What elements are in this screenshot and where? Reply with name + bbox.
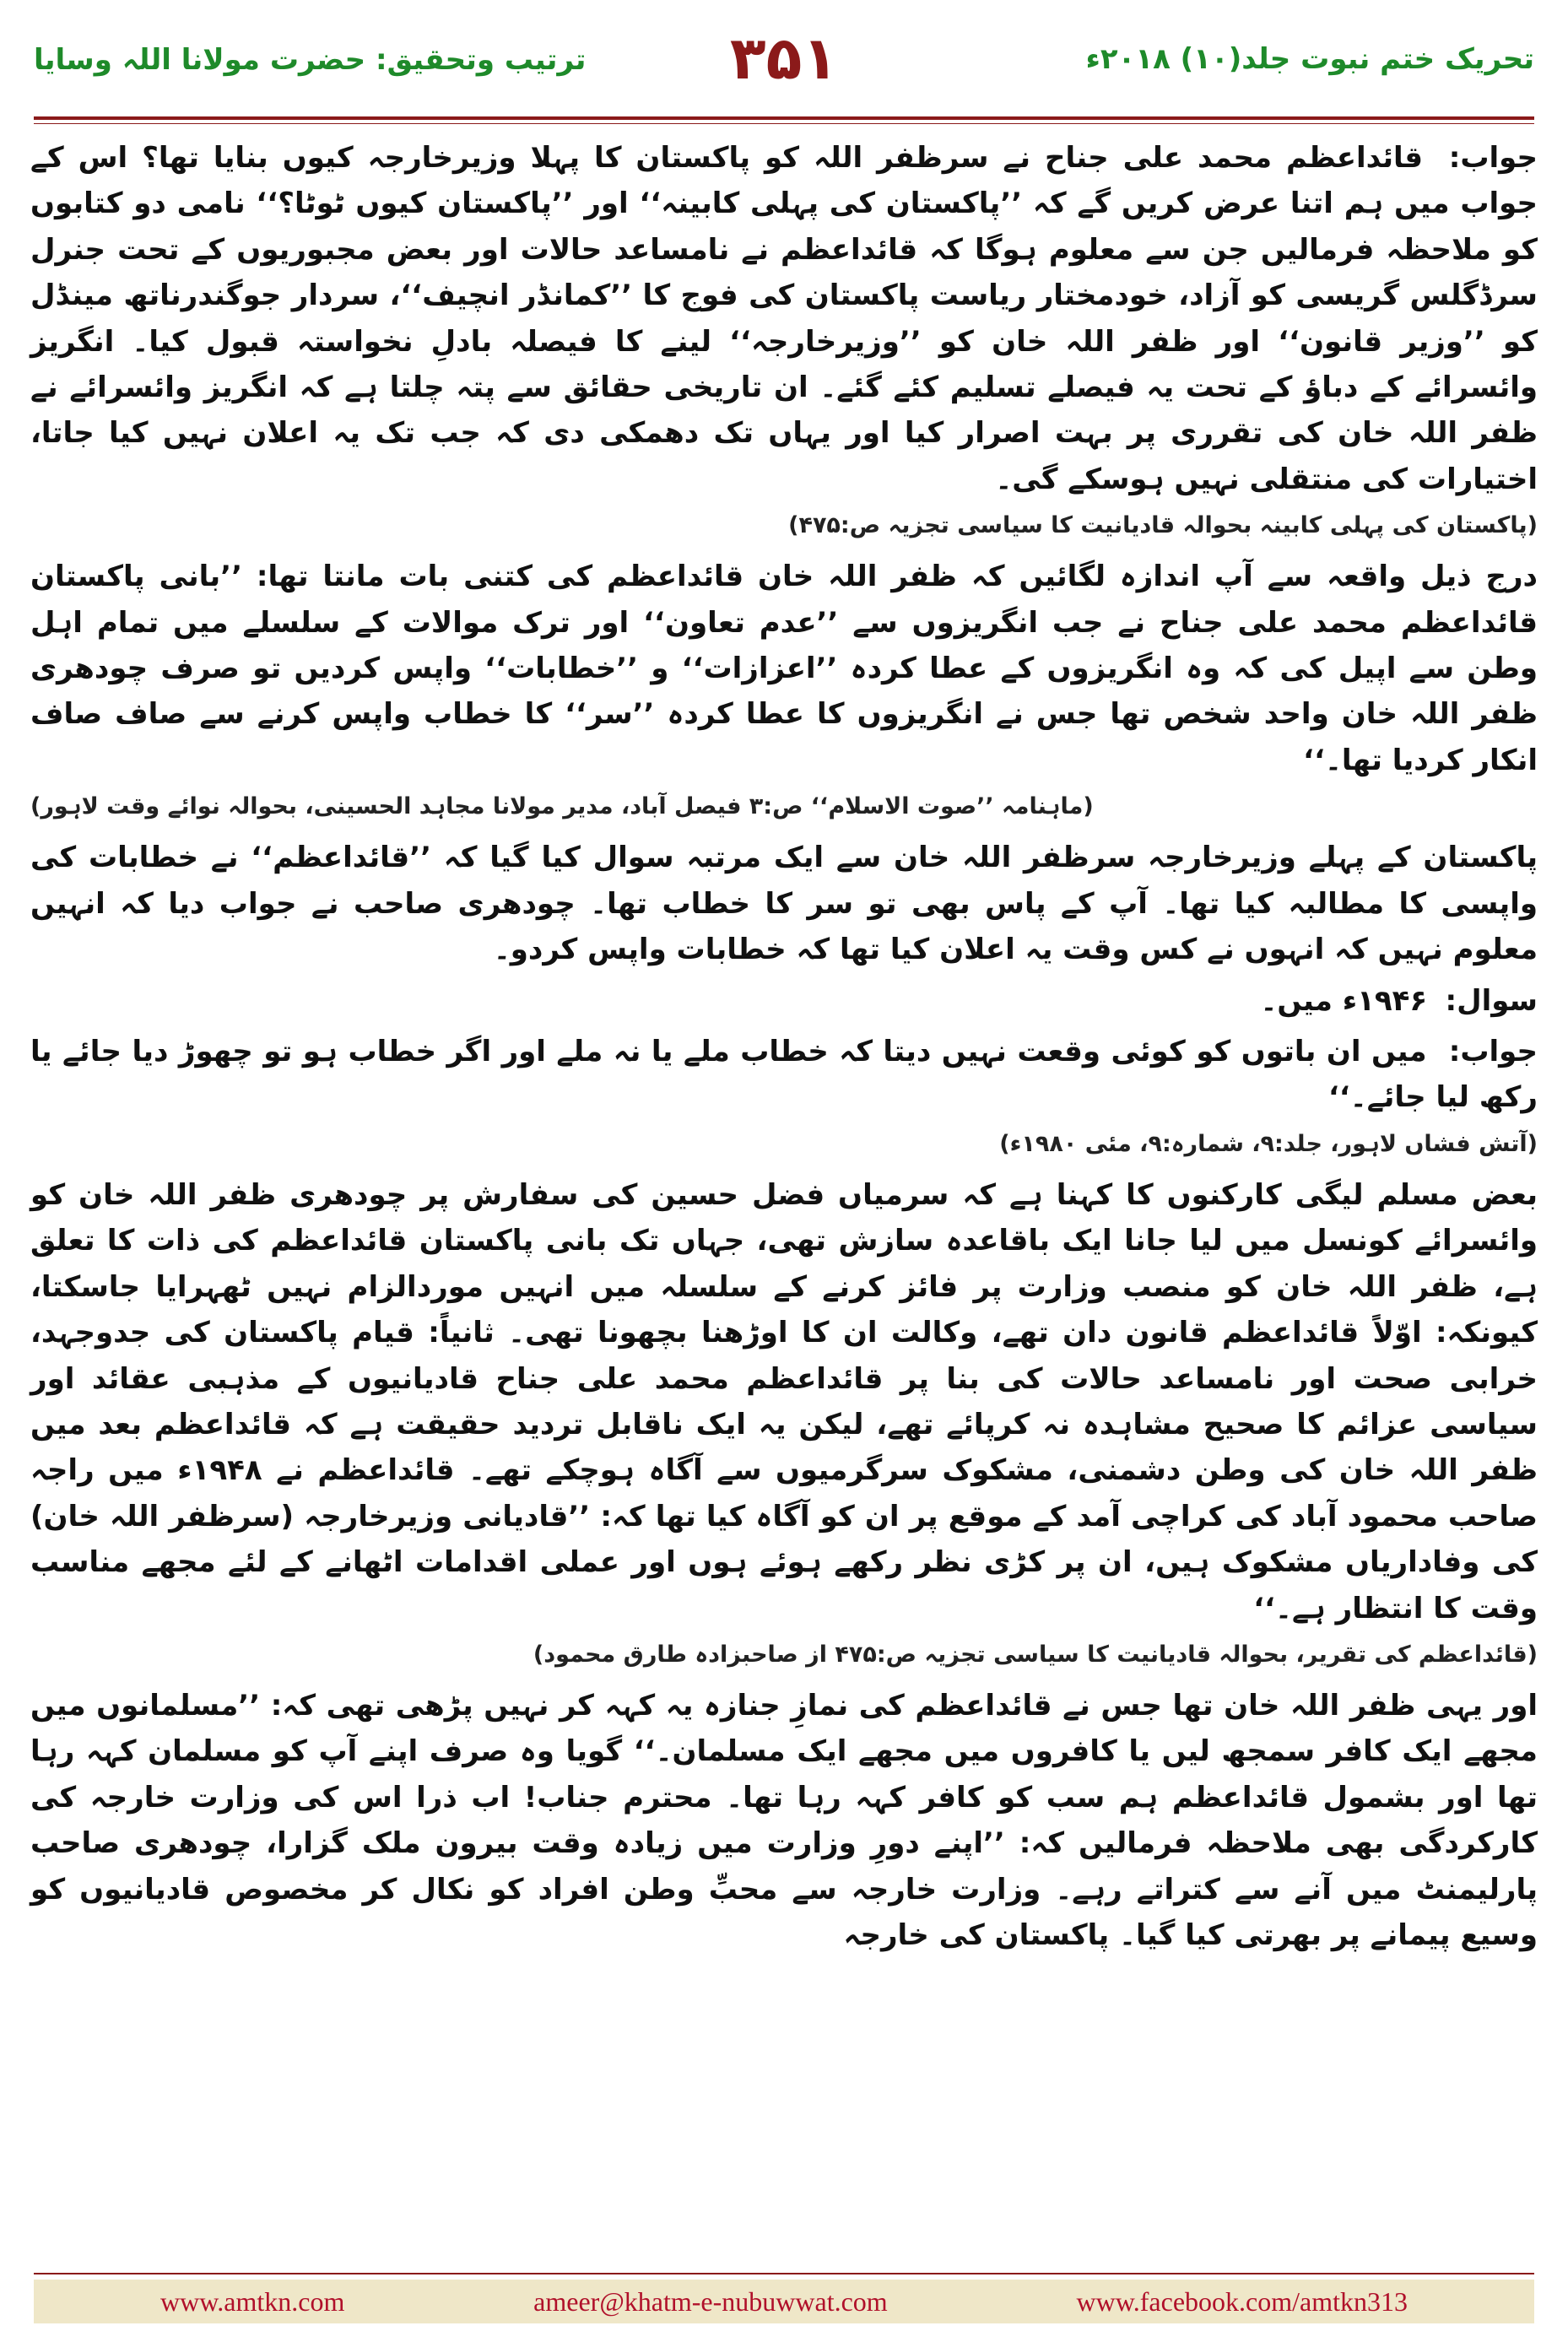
page-number: ۳۵۱ [729,24,839,93]
answer-label: جواب: [1448,1035,1538,1069]
page-footer [34,2280,1534,2323]
question-text: ۱۹۴۶ء میں۔ [1260,983,1428,1018]
source-citation-3: (آتش فشاں لاہور، جلد:۹، شمارہ:۹، مئی ۱۹۸۰ء) [999,1130,1538,1157]
answer-paragraph-2 [30,1029,1538,1121]
paragraph-incident: درج ذیل واقعہ سے آپ اندازہ لگائیں کہ ظفر اللہ خان قائداعظم کی کتنی بات مانتا تھا: ’’بانی پاکستان قائداعظم محمد علی جناح نے جب انگریزوں سے ’’عدم تعاون‘‘ اور ترک موالات کے سلسلے میں تمام اہل وطن سے اپیل کی کہ وہ انگریزوں کے عطا کردہ ’’اعزازات‘‘ و ’’خطابات‘‘ واپس کردیں تو صرف چودھری ظفر اللہ خان واحد شخص تھا جس نے انگریزوں کا عطا کردہ ’’سر‘‘ کا خطاب واپس کرنے سے صاف صاف انکار کردیا تھا۔‘‘ [30,560,1538,777]
source-citation-4: (قائداعظم کی تقریر، بحوالہ قادیانیت کا سیاسی تجزیہ ص:۴۷۵ از صاحبزادہ طارق محمود) [533,1641,1538,1668]
email-link[interactable]: ameer@khatm-e-nubuwwat.com [533,2285,888,2317]
header-divider-thin [34,123,1534,124]
answer-text: میں ان باتوں کو کوئی وقعت نہیں دیتا کہ خطاب ملے یا نہ ملے اور اگر خطاب ہو تو چھوڑ دیا جائے یا رکھ لیا جائے۔‘‘ [30,1035,1538,1115]
website-link[interactable]: www.amtkn.com [160,2285,345,2317]
answer-paragraph-1 [30,135,1538,502]
header-divider [34,116,1534,120]
paragraph-question-context: پاکستان کے پہلے وزیرخارجہ سرظفر اللہ خان سے ایک مرتبہ سوال کیا گیا کہ ’’قائداعظم‘‘ نے خطابات کی واپسی کا مطالبہ کیا تھا۔ آپ کے پاس بھی تو سر کا خطاب تھا۔ چودھری صاحب نے جواب دیا کہ انہیں معلوم نہیں کہ انہوں نے کس وقت یہ اعلان کیا تھا کہ خطابات واپس کردو۔ [30,841,1538,967]
book-title: تحریک ختم نبوت جلد(۱۰) ۲۰۱۸ء [1085,42,1534,76]
paragraph-funeral-prayer: اور یہی ظفر اللہ خان تھا جس نے قائداعظم کی نمازِ جنازہ یہ کہہ کر نہیں پڑھی تھی کہ: ’’مسلمانوں میں مجھے ایک کافر سمجھ لیں یا کافروں میں مجھے ایک مسلمان۔‘‘ گویا وہ صرف اپنے آپ کو مسلمان کہہ رہا تھا اور بشمول قائداعظم ہم سب کو کافر کہہ رہا تھا۔ محترم جناب! اب ذرا اس کی وزارت خارجہ کی کارکردگی بھی ملاحظہ فرمالیں کہ: ’’اپنے دورِ وزارت میں زیادہ وقت بیرون ملک گزارا، چودھری صاحب پارلیمنٹ میں آنے سے کتراتے رہے۔ وزارت خارجہ سے محبِّ وطن افراد کو نکال کر مخصوص قادیانیوں کو وسیع پیمانے پر بھرتی کیا گیا۔ پاکستان کی خارجہ [30,1689,1538,1953]
question-line [30,978,1538,1024]
source-citation-2: (ماہنامہ ’’صوت الاسلام‘‘ ص:۳ فیصل آباد، مدیر مولانا مجاہد الحسینی، بحوالہ نوائے وقت لاہور) [30,793,1094,820]
answer-text: قائداعظم محمد علی جناح نے سرظفر اللہ کو پاکستان کا پہلا وزیرخارجہ کیوں بنایا تھا؟ اس کے جواب میں ہم اتنا عرض کریں گے کہ ’’پاکستان کی پہلی کابینہ‘‘ اور ’’پاکستان کیوں ٹوٹا؟‘‘ نامی دو کتابوں کو ملاحظہ فرمالیں جن سے معلوم ہوگا کہ قائداعظم نے نامساعد حالات اور بعض مجبوریوں کے تحت جنرل سرڈگلس گریسی کو آزاد، خودمختار ریاست پاکستان کی فوج کا ’’کمانڈر انچیف‘‘، سردار جوگندرناتھ مینڈل کو ’’وزیر قانون‘‘ اور ظفر اللہ خان کو ’’وزیرخارجہ‘‘ لینے کا فیصلہ بادلِ نخواستہ قبول کیا۔ انگریز وائسرائے کے دباؤ کے تحت یہ فیصلے تسلیم کئے گئے۔ ان تاریخی حقائق سے پتہ چلتا ہے کہ انگریز وائسرائے نے ظفر اللہ خان کی تقرری پر بہت اصرار کیا اور یہاں تک دھمکی دی کہ جب تک یہ اعلان نہیں کیا جاتا، اختیارات کی منتقلی نہیں ہوسکے گی۔ [30,141,1538,496]
compiler-credit: ترتیب وتحقیق: حضرت مولانا اللہ وسایا [34,43,587,77]
page-body [30,135,1538,2207]
source-citation-1: (پاکستان کی پہلی کابینہ بحوالہ قادیانیت کا سیاسی تجزیہ ص:۴۷۵) [788,512,1538,539]
footer-divider [34,2273,1534,2274]
question-label: سوال: [1445,983,1538,1018]
page-header [34,17,1534,110]
answer-label: جواب: [1448,141,1538,175]
paragraph-muslim-league: بعض مسلم لیگی کارکنوں کا کہنا ہے کہ سرمیاں فضل حسین کی سفارش پر چودھری ظفر اللہ خان کو وائسرائے کونسل میں لیا جانا ایک باقاعدہ سازش تھی، جہاں تک بانی پاکستان قائداعظم کی ذات کا تعلق ہے، ظفر اللہ خان کو منصب وزارت پر فائز کرنے کے سلسلہ میں انہیں موردالزام نہیں ٹھہرایا جاسکتا، کیونکہ: اوّلاً قائداعظم قانون دان تھے، وکالت ان کا اوڑھنا بچھونا تھی۔ ثانیاً: قیام پاکستان کی جدوجہد، خرابی صحت اور نامساعد حالات کی بنا پر قائداعظم محمد علی جناح قادیانیوں کے مذہبی عقائد اور سیاسی عزائم کا صحیح مشاہدہ نہ کرپائے تھے، لیکن یہ ایک ناقابل تردید حقیقت ہے کہ قائداعظم بعد میں ظفر اللہ خان کی وطن دشمنی، مشکوک سرگرمیوں سے آگاہ ہوچکے تھے۔ قائداعظم نے ۱۹۴۸ء میں راجہ صاحب محمود آباد کی کراچی آمد کے موقع پر ان کو آگاہ کیا تھا کہ: ’’قادیانی وزیرخارجہ (سرظفر اللہ خان) کی وفاداریاں مشکوک ہیں، ان پر کڑی نظر رکھے ہوئے ہوں اور عملی اقدامات اٹھانے کے لئے مجھے مناسب وقت کا انتظار ہے۔‘‘ [30,1177,1538,1625]
facebook-link[interactable]: www.facebook.com/amtkn313 [1076,2285,1408,2317]
